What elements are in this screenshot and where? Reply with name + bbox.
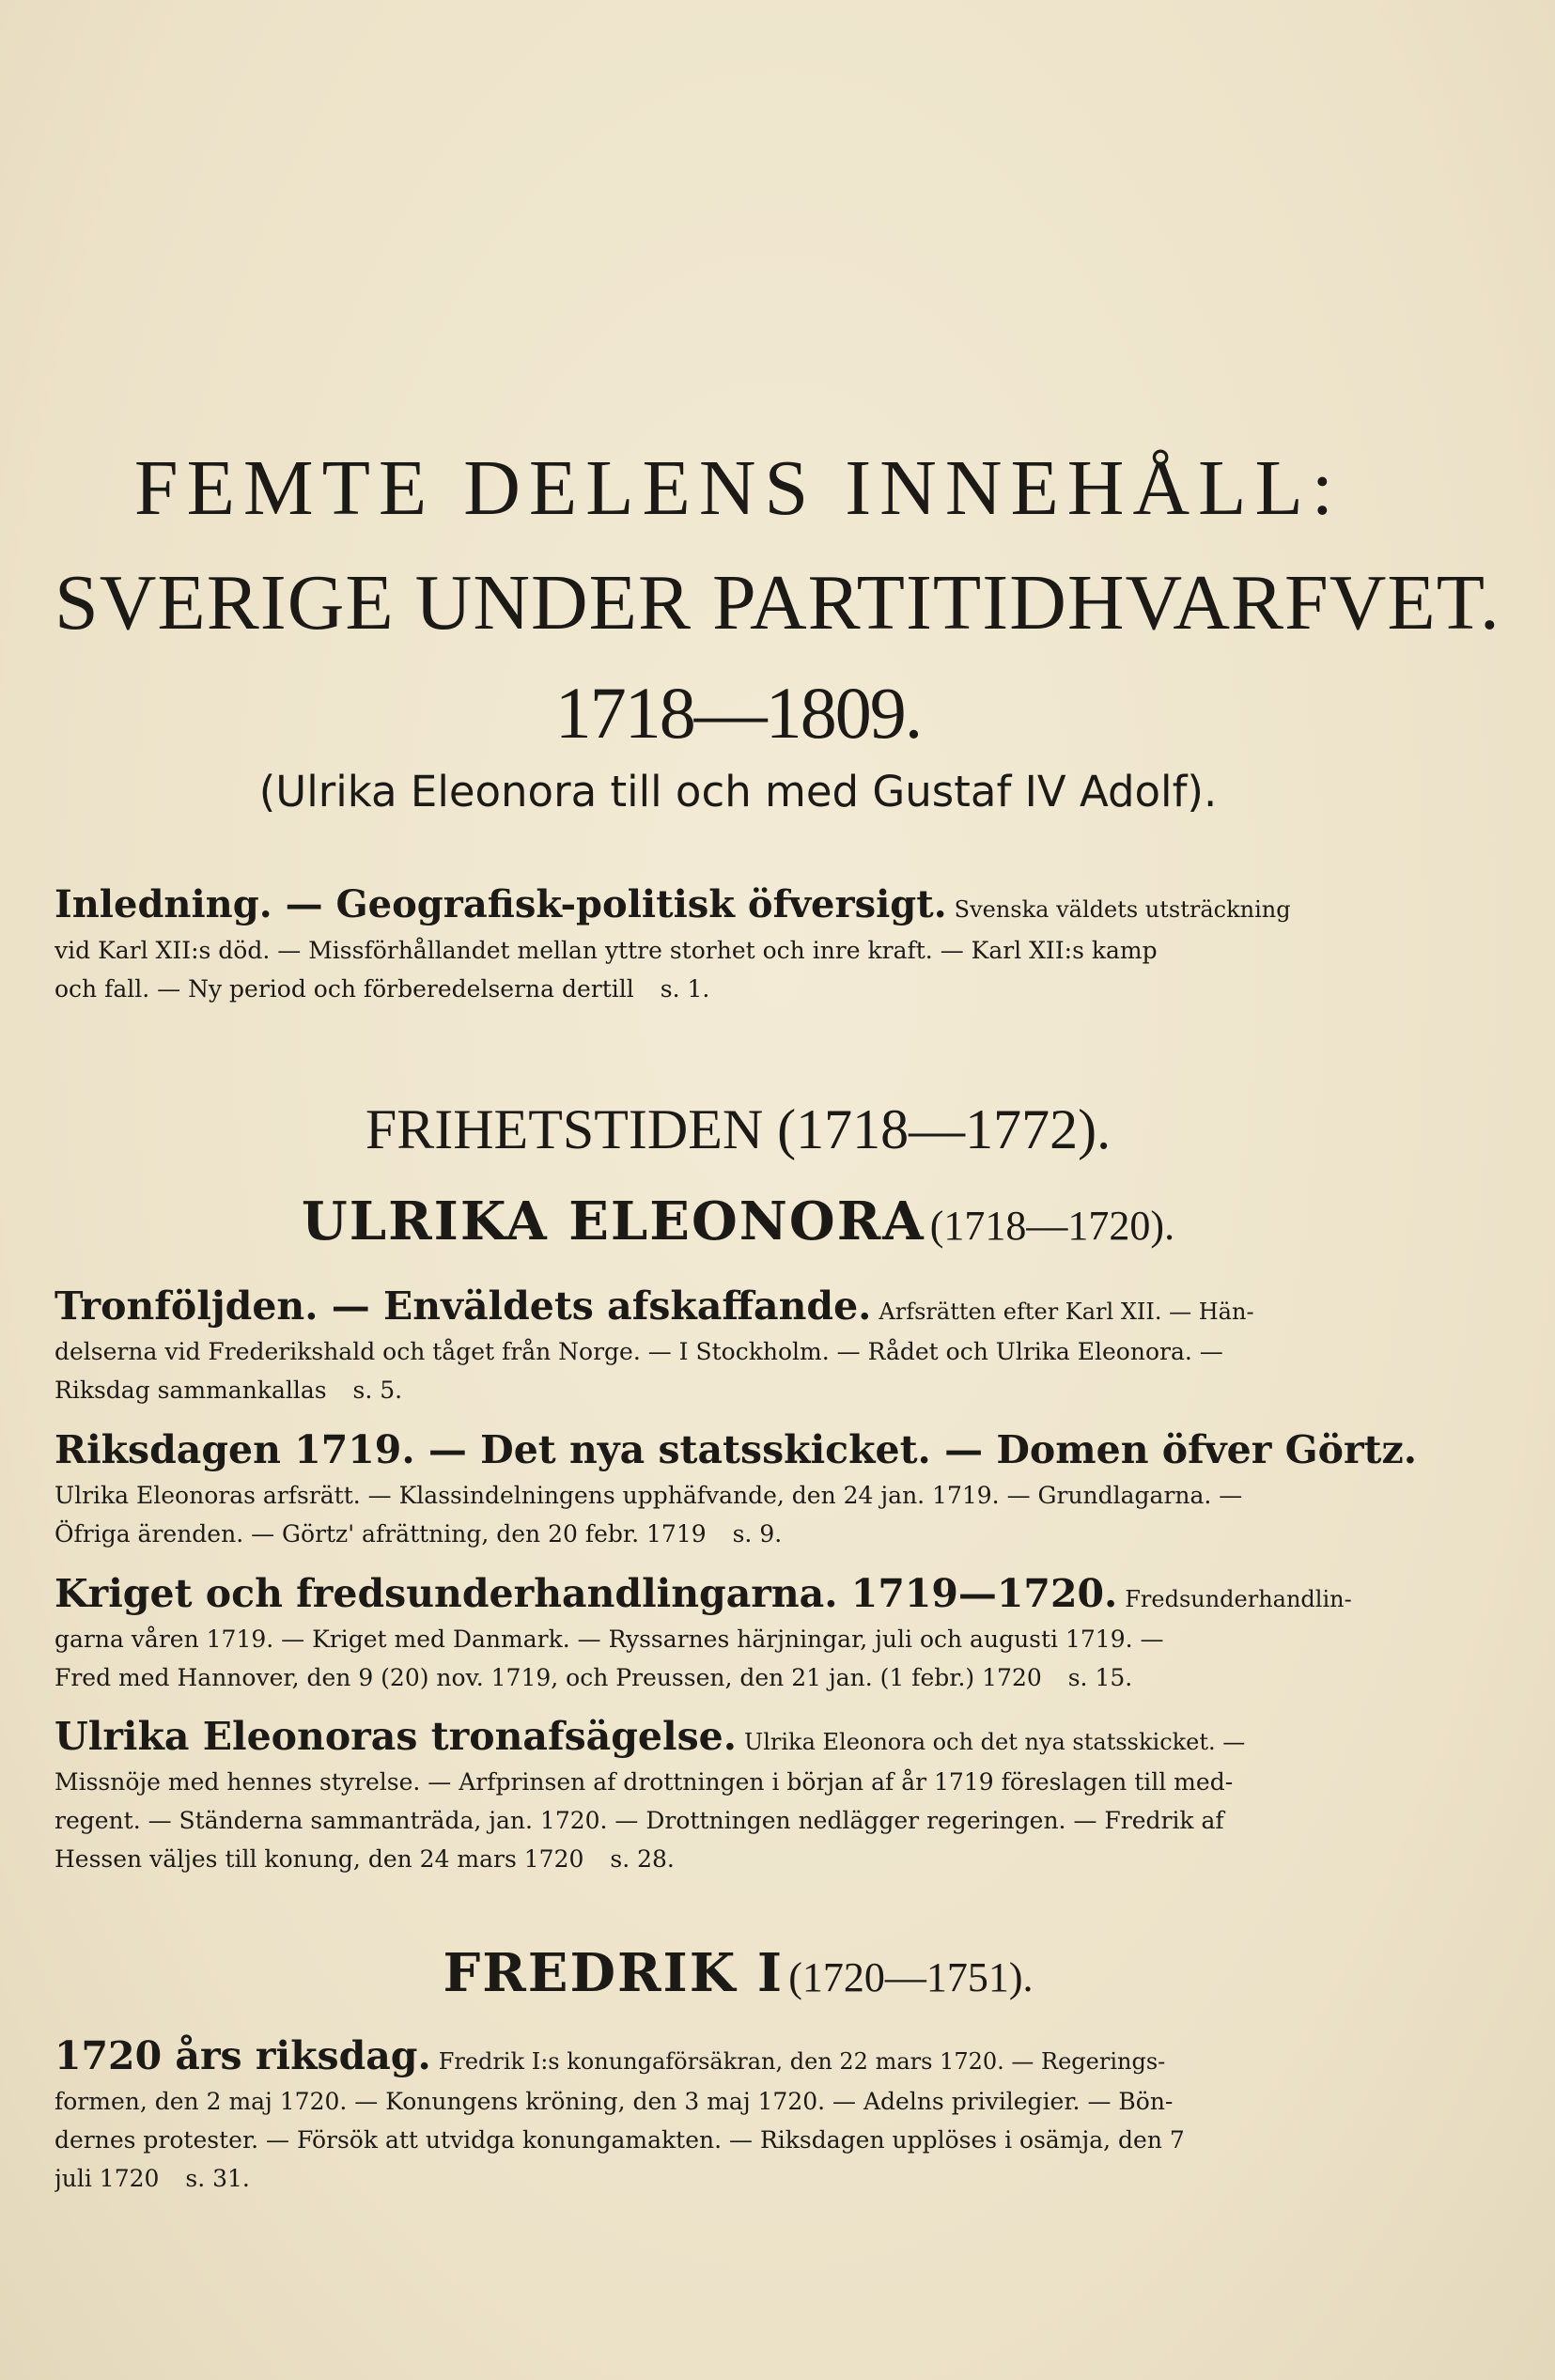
- toc-entry-last-line: [54, 970, 1422, 1008]
- page-reference: s. 5.: [352, 1377, 403, 1404]
- page-reference: s. 9.: [732, 1520, 783, 1548]
- toc-entry-inledning: [54, 879, 1422, 1008]
- toc-entry-first-line: [54, 1280, 1422, 1332]
- toc-entry-last-line: [54, 1371, 1422, 1409]
- section-title-frihetstiden: FRIHETSTIDEN (1718—1772).: [365, 1098, 1112, 1160]
- page-reference: s. 31.: [185, 2165, 250, 2192]
- toc-entry-heading: Inledning. — Geografisk-politisk öfversigt.: [54, 882, 947, 926]
- toc-entry-text: Fredrik I:s konungaförsäkran, den 22 mars 1720. — Regerings-: [438, 2048, 1166, 2075]
- toc-entry-last-line: [54, 1840, 1422, 1878]
- toc-entry-last-line: [54, 1515, 1422, 1553]
- toc-entry-first-line: [54, 1710, 1422, 1763]
- toc-entry-text: Riksdag sammankallas: [54, 1377, 327, 1404]
- toc-entry-text: Öfriga ärenden. — Görtz' afrättning, den 20 febr. 1719: [54, 1520, 707, 1548]
- toc-entry-text: vid Karl XII:s död. — Missförhållandet mellan yttre storhet och inre kraft. — Karl XII:s kamp: [54, 937, 1158, 964]
- toc-entry-first-line: [54, 1423, 1422, 1476]
- page-reference: s. 1.: [660, 975, 710, 1003]
- toc-entry-first-line: [54, 2030, 1422, 2082]
- regent-years: (1720—1751).: [788, 1954, 1034, 2000]
- regent-years: (1718—1720).: [929, 1203, 1175, 1249]
- toc-entry-text: formen, den 2 maj 1720. — Konungens kröning, den 3 maj 1720. — Adelns privilegier. — Bön-: [54, 2088, 1174, 2115]
- toc-entry-text: Hessen väljes till konung, den 24 mars 1720: [54, 1845, 584, 1873]
- toc-entry-heading: Riksdagen 1719. — Det nya statsskicket. — Domen öfver Görtz.: [54, 1427, 1418, 1472]
- toc-entry-text: Arfsrätten efter Karl XII. — Hän-: [879, 1299, 1254, 1325]
- page-reference: s. 15.: [1067, 1664, 1133, 1691]
- regent-heading-ulrika: [54, 1190, 1422, 1252]
- volume-subtitle: (Ulrika Eleonora till och med Gustaf IV Adolf).: [258, 767, 1218, 817]
- toc-entry-text: garna våren 1719. — Kriget med Danmark. — Ryssarnes härjningar, juli och augusti 1719. —: [54, 1626, 1164, 1653]
- toc-entry-text: Fred med Hannover, den 9 (20) nov. 1719, och Preussen, den 21 jan. (1 febr.) 1720: [54, 1664, 1042, 1691]
- toc-entry-heading: Tronföljden. — Enväldets afskaffande.: [54, 1283, 872, 1329]
- toc-entry-text: Ulrika Eleonora och det nya statsskicket. —: [743, 1729, 1246, 1755]
- regent-name: ULRIKA ELEONORA: [301, 1190, 925, 1252]
- toc-entry-first-line: [54, 879, 1422, 931]
- toc-entry-first-line: [54, 1567, 1422, 1620]
- toc-entry-text: juli 1720: [54, 2165, 160, 2192]
- volume-years: 1718—1809.: [554, 672, 922, 754]
- toc-entry-heading: Ulrika Eleonoras tronafsägelse.: [54, 1714, 738, 1759]
- toc-entry-last-line: [54, 1658, 1422, 1697]
- regent-name: FREDRIK I: [443, 1942, 785, 2004]
- toc-entry-text: dernes protester. — Försök att utvidga konungamakten. — Riksdagen upplöses i osämja, den 7: [54, 2126, 1185, 2154]
- toc-entry-last-line: [54, 2159, 1422, 2198]
- document-page: [54, 0, 1501, 2380]
- toc-entry-tronfoljden: [54, 1280, 1422, 1409]
- toc-entry-text: Svenska väldets utsträckning: [954, 896, 1291, 923]
- volume-subject: SVERIGE UNDER PARTITIDHVARFVET.: [54, 559, 1501, 646]
- toc-entry-text: Missnöje med hennes styrelse. — Arfprinsen af drottningen i början af år 1719 föreslagen till med-: [54, 1768, 1234, 1796]
- toc-entry-heading: Kriget och fredsunderhandlingarna. 1719—1720.: [54, 1571, 1118, 1616]
- toc-entry-text: delserna vid Frederikshald och tåget från Norge. — I Stockholm. — Rådet och Ulrika Eleonora. —: [54, 1338, 1223, 1365]
- toc-entry-kriget: [54, 1567, 1422, 1697]
- volume-title: FEMTE DELENS INNEHÅLL:: [133, 444, 1343, 532]
- toc-entry-text: regent. — Ständerna sammanträda, jan. 1720. — Drottningen nedlägger regeringen. — Fredrik af: [54, 1807, 1224, 1834]
- toc-entry-text: Fredsunderhandlin-: [1125, 1586, 1352, 1612]
- toc-entry-text: och fall. — Ny period och förberedelserna dertill: [54, 975, 634, 1003]
- toc-entry-riksdagen-1719: [54, 1423, 1422, 1553]
- page-reference: s. 28.: [610, 1845, 675, 1873]
- toc-entry-text: Ulrika Eleonoras arfsrätt. — Klassindelningens upphäfvande, den 24 jan. 1719. — Grundlagarna. —: [54, 1482, 1243, 1509]
- toc-entry-tronafsagelse: [54, 1710, 1422, 1878]
- toc-entry-1720-riksdag: [54, 2030, 1422, 2198]
- toc-entry-heading: 1720 års riksdag.: [54, 2033, 431, 2078]
- regent-heading-fredrik: [54, 1942, 1422, 2004]
